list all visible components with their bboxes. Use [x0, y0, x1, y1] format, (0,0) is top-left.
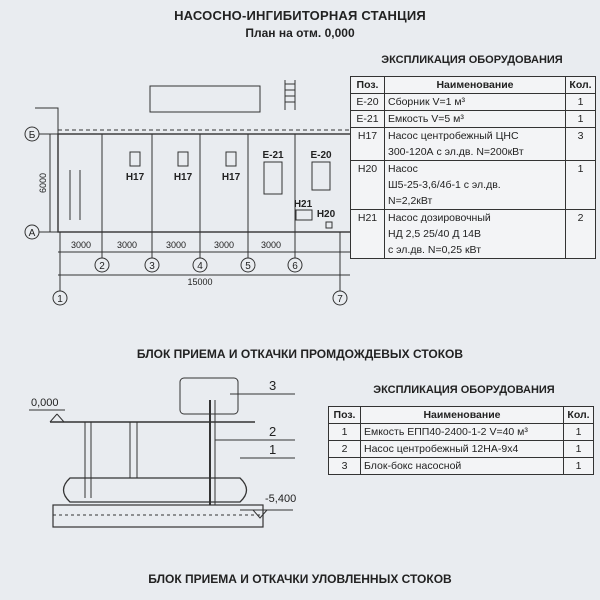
label-h17-3: H17: [221, 172, 241, 183]
table-row: [351, 144, 596, 161]
label-e20: E-20: [310, 150, 332, 161]
cell-pos: [351, 193, 385, 210]
cell-name: 300-120А с эл.дв. N=200кВт: [385, 144, 566, 161]
col-pos: Поз.: [351, 77, 385, 94]
tank-e20: [312, 162, 330, 190]
cell-pos: [351, 177, 385, 193]
cell-pos: [351, 144, 385, 161]
label-e21: E-21: [262, 150, 284, 161]
cell-qty: 1: [564, 441, 594, 458]
table2-title: ЭКСПЛИКАЦИЯ ОБОРУДОВАНИЯ: [373, 384, 555, 396]
cell-qty: 3: [566, 128, 596, 145]
cell-name: Емкость V=5 м³: [385, 111, 566, 128]
cell-pos: 2: [329, 441, 361, 458]
cell-pos: H17: [351, 128, 385, 145]
section2-title: БЛОК ПРИЕМА И ОТКАЧКИ ПРОМДОЖДЕВЫХ СТОКОВ: [136, 347, 464, 361]
cell-name: Емкость ЕПП40-2400-1-2 V=40 м³: [361, 424, 564, 441]
callout-2: 2: [269, 424, 277, 439]
table-row: [351, 177, 596, 193]
label-h21: H21: [293, 199, 313, 210]
pump-h17-2: [178, 152, 188, 166]
cell-qty: 1: [564, 458, 594, 475]
table-row: [329, 458, 594, 475]
foundation: [53, 505, 263, 527]
axis-a: А: [28, 228, 36, 239]
cell-name: N=2,2кВт: [385, 193, 566, 210]
table-row: [351, 242, 596, 259]
level-marker-bottom: [253, 510, 267, 518]
cell-qty: 1: [566, 161, 596, 178]
equipment-table-1: [350, 76, 596, 259]
table-row: [351, 161, 596, 178]
cell-qty: [566, 177, 596, 193]
cell-name: Насос дозировочный: [385, 210, 566, 227]
span-4: 3000: [213, 240, 235, 250]
cell-pos: [351, 242, 385, 259]
floor-plan: [20, 70, 350, 310]
cell-qty: [566, 144, 596, 161]
table-header-row: [329, 407, 594, 424]
cell-pos: 1: [329, 424, 361, 441]
callout-3: 3: [269, 378, 277, 393]
pump-h17-1: [130, 152, 140, 166]
equipment-table-2: [328, 406, 594, 475]
label-h20: H20: [316, 209, 336, 220]
page-subtitle: План на отм. 0,000: [245, 26, 355, 40]
col-qty: Кол.: [566, 77, 596, 94]
axis-4: 4: [197, 261, 203, 272]
total-dim: 15000: [187, 277, 213, 287]
axis-1: 1: [57, 294, 63, 305]
table-row: [329, 441, 594, 458]
cell-name: Насос: [385, 161, 566, 178]
cell-name: Насос центробежный ЦНС: [385, 128, 566, 145]
cell-qty: [566, 226, 596, 242]
span-3: 3000: [165, 240, 187, 250]
label-h17-1: H17: [125, 172, 145, 183]
axis-b: Б: [28, 130, 36, 141]
cell-pos: Е-21: [351, 111, 385, 128]
span-2: 3000: [116, 240, 138, 250]
cell-name: НД 2,5 25/40 Д 14В: [385, 226, 566, 242]
callout-1: 1: [269, 442, 277, 457]
col-name: Наименование: [385, 77, 566, 94]
cell-pos: H20: [351, 161, 385, 178]
cell-pos: 3: [329, 458, 361, 475]
roof-outline: [150, 86, 260, 112]
axis-5: 5: [245, 261, 251, 272]
table-row: [351, 210, 596, 227]
table-row: [351, 226, 596, 242]
pump-h20: [326, 222, 332, 228]
label-h17-2: H17: [173, 172, 193, 183]
table-row: [351, 94, 596, 111]
section-drawing: [25, 370, 315, 540]
span-1: 3000: [70, 240, 92, 250]
height-dim: 6000: [38, 172, 48, 194]
cell-name: Ш5-25-3,6/4б-1 с эл.дв.: [385, 177, 566, 193]
cell-qty: [566, 193, 596, 210]
cell-qty: [566, 242, 596, 259]
table-row: [351, 111, 596, 128]
level-top-label: 0,000: [31, 397, 59, 409]
pump-h21: [296, 210, 312, 220]
span-5: 3000: [260, 240, 282, 250]
level-bottom-label: -5,400: [265, 493, 297, 505]
level-marker-top: [50, 414, 64, 422]
col-qty: Кол.: [564, 407, 594, 424]
cell-qty: 1: [566, 94, 596, 111]
cell-qty: 1: [566, 111, 596, 128]
cell-pos: Е-20: [351, 94, 385, 111]
col-pos: Поз.: [329, 407, 361, 424]
cell-name: Блок-бокс насосной: [361, 458, 564, 475]
cell-name: Насос центробежный 12НА-9х4: [361, 441, 564, 458]
page-title: НАСОСНО-ИНГИБИТОРНАЯ СТАНЦИЯ: [174, 8, 426, 23]
cell-qty: 2: [566, 210, 596, 227]
cell-name: с эл.дв. N=0,25 кВт: [385, 242, 566, 259]
cell-pos: H21: [351, 210, 385, 227]
col-name: Наименование: [361, 407, 564, 424]
cell-qty: 1: [564, 424, 594, 441]
cell-pos: [351, 226, 385, 242]
stair-icon: [285, 80, 295, 110]
cell-name: Сборник V=1 м³: [385, 94, 566, 111]
tank-e21: [264, 162, 282, 194]
table-row: [329, 424, 594, 441]
pump-h17-3: [226, 152, 236, 166]
table-row: [351, 128, 596, 145]
axis-3: 3: [149, 261, 155, 272]
footer-title: БЛОК ПРИЕМА И ОТКАЧКИ УЛОВЛЕННЫХ СТОКОВ: [148, 572, 452, 586]
axis-6: 6: [292, 261, 298, 272]
axis-2: 2: [99, 261, 105, 272]
table1-title: ЭКСПЛИКАЦИЯ ОБОРУДОВАНИЯ: [381, 54, 563, 66]
table-row: [351, 193, 596, 210]
axis-7: 7: [337, 294, 343, 305]
table-header-row: [351, 77, 596, 94]
